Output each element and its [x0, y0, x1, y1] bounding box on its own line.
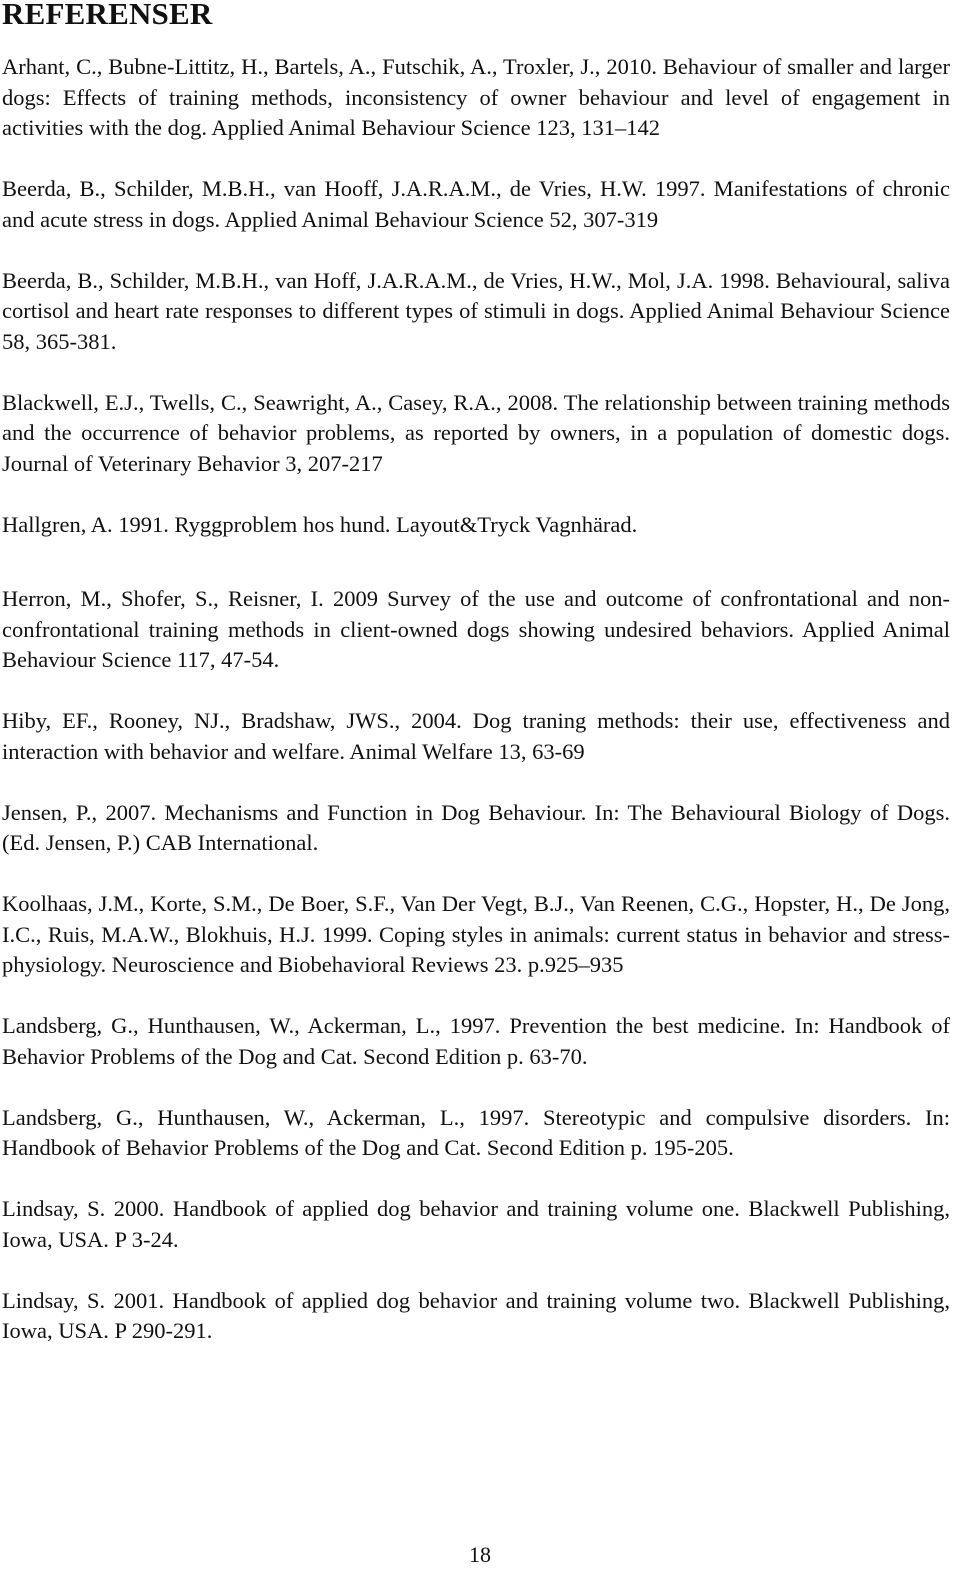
reference-item: Lindsay, S. 2001. Handbook of applied dog behavior and training volume two. Blackwell Publishing, Iowa, USA. P 290-291.	[2, 1287, 950, 1343]
page-heading: REFERENSER	[2, 0, 213, 31]
reference-item: Hiby, EF., Rooney, NJ., Bradshaw, JWS., 2004. Dog traning methods: their use, effectiveness and interaction with behavior and welfare. Animal Welfare 13, 63-69	[2, 708, 950, 764]
reference-item: Jensen, P., 2007. Mechanisms and Function in Dog Behaviour. In: The Behavioural Biology of Dogs. (Ed. Jensen, P.) CAB International.	[2, 799, 950, 855]
reference-item: Beerda, B., Schilder, M.B.H., van Hoff, J.A.R.A.M., de Vries, H.W., Mol, J.A. 1998. Behavioural, saliva cortisol and heart rate responses to different types of stimuli in dogs. Applied Animal Behaviour Science 58, 365-381.	[2, 267, 950, 354]
reference-item: Landsberg, G., Hunthausen, W., Ackerman, L., 1997. Prevention the best medicine. In: Handbook of Behavior Problems of the Dog and Cat. Second Edition p. 63-70.	[2, 1013, 950, 1069]
reference-item: Herron, M., Shofer, S., Reisner, I. 2009 Survey of the use and outcome of confrontational and non-confrontational training methods in client-owned dogs showing undesired behaviors. Applied Animal Behaviour Science 117, 47-54.	[2, 586, 950, 672]
page-number: 18	[469, 1542, 491, 1567]
reference-item: Beerda, B., Schilder, M.B.H., van Hooff, J.A.R.A.M., de Vries, H.W. 1997. Manifestations of chronic and acute stress in dogs. Applied Animal Behaviour Science 52, 307-319	[2, 176, 950, 232]
reference-item: Hallgren, A. 1991. Ryggproblem hos hund. Layout&Tryck Vagnhärad.	[2, 511, 638, 537]
reference-item: Koolhaas, J.M., Korte, S.M., De Boer, S.F., Van Der Vegt, B.J., Van Reenen, C.G., Hopster, H., De Jong, I.C., Ruis, M.A.W., Blokhuis, H.J. 1999. Coping styles in animals: current status in behavior and stress-physiology. Neuroscience and Biobehavioral Reviews 23. p.925–935	[2, 891, 950, 977]
reference-list	[2, 52, 950, 1347]
reference-item: Arhant, C., Bubne-Littitz, H., Bartels, A., Futschik, A., Troxler, J., 2010. Behaviour of smaller and larger dogs: Effects of training methods, inconsistency of owner behaviour and level of engagement in activities with the dog. Applied Animal Behaviour Science 123, 131–142	[2, 54, 950, 140]
reference-item: Blackwell, E.J., Twells, C., Seawright, A., Casey, R.A., 2008. The relationship between training methods and the occurrence of behavior problems, as reported by owners, in a population of domestic dogs. Journal of Veterinary Behavior 3, 207-217	[2, 389, 950, 476]
reference-item: Landsberg, G., Hunthausen, W., Ackerman, L., 1997. Stereotypic and compulsive disorders. In: Handbook of Behavior Problems of the Dog and Cat. Second Edition p. 195-205.	[2, 1104, 950, 1160]
reference-item: Lindsay, S. 2000. Handbook of applied dog behavior and training volume one. Blackwell Publishing, Iowa, USA. P 3-24.	[2, 1196, 950, 1252]
